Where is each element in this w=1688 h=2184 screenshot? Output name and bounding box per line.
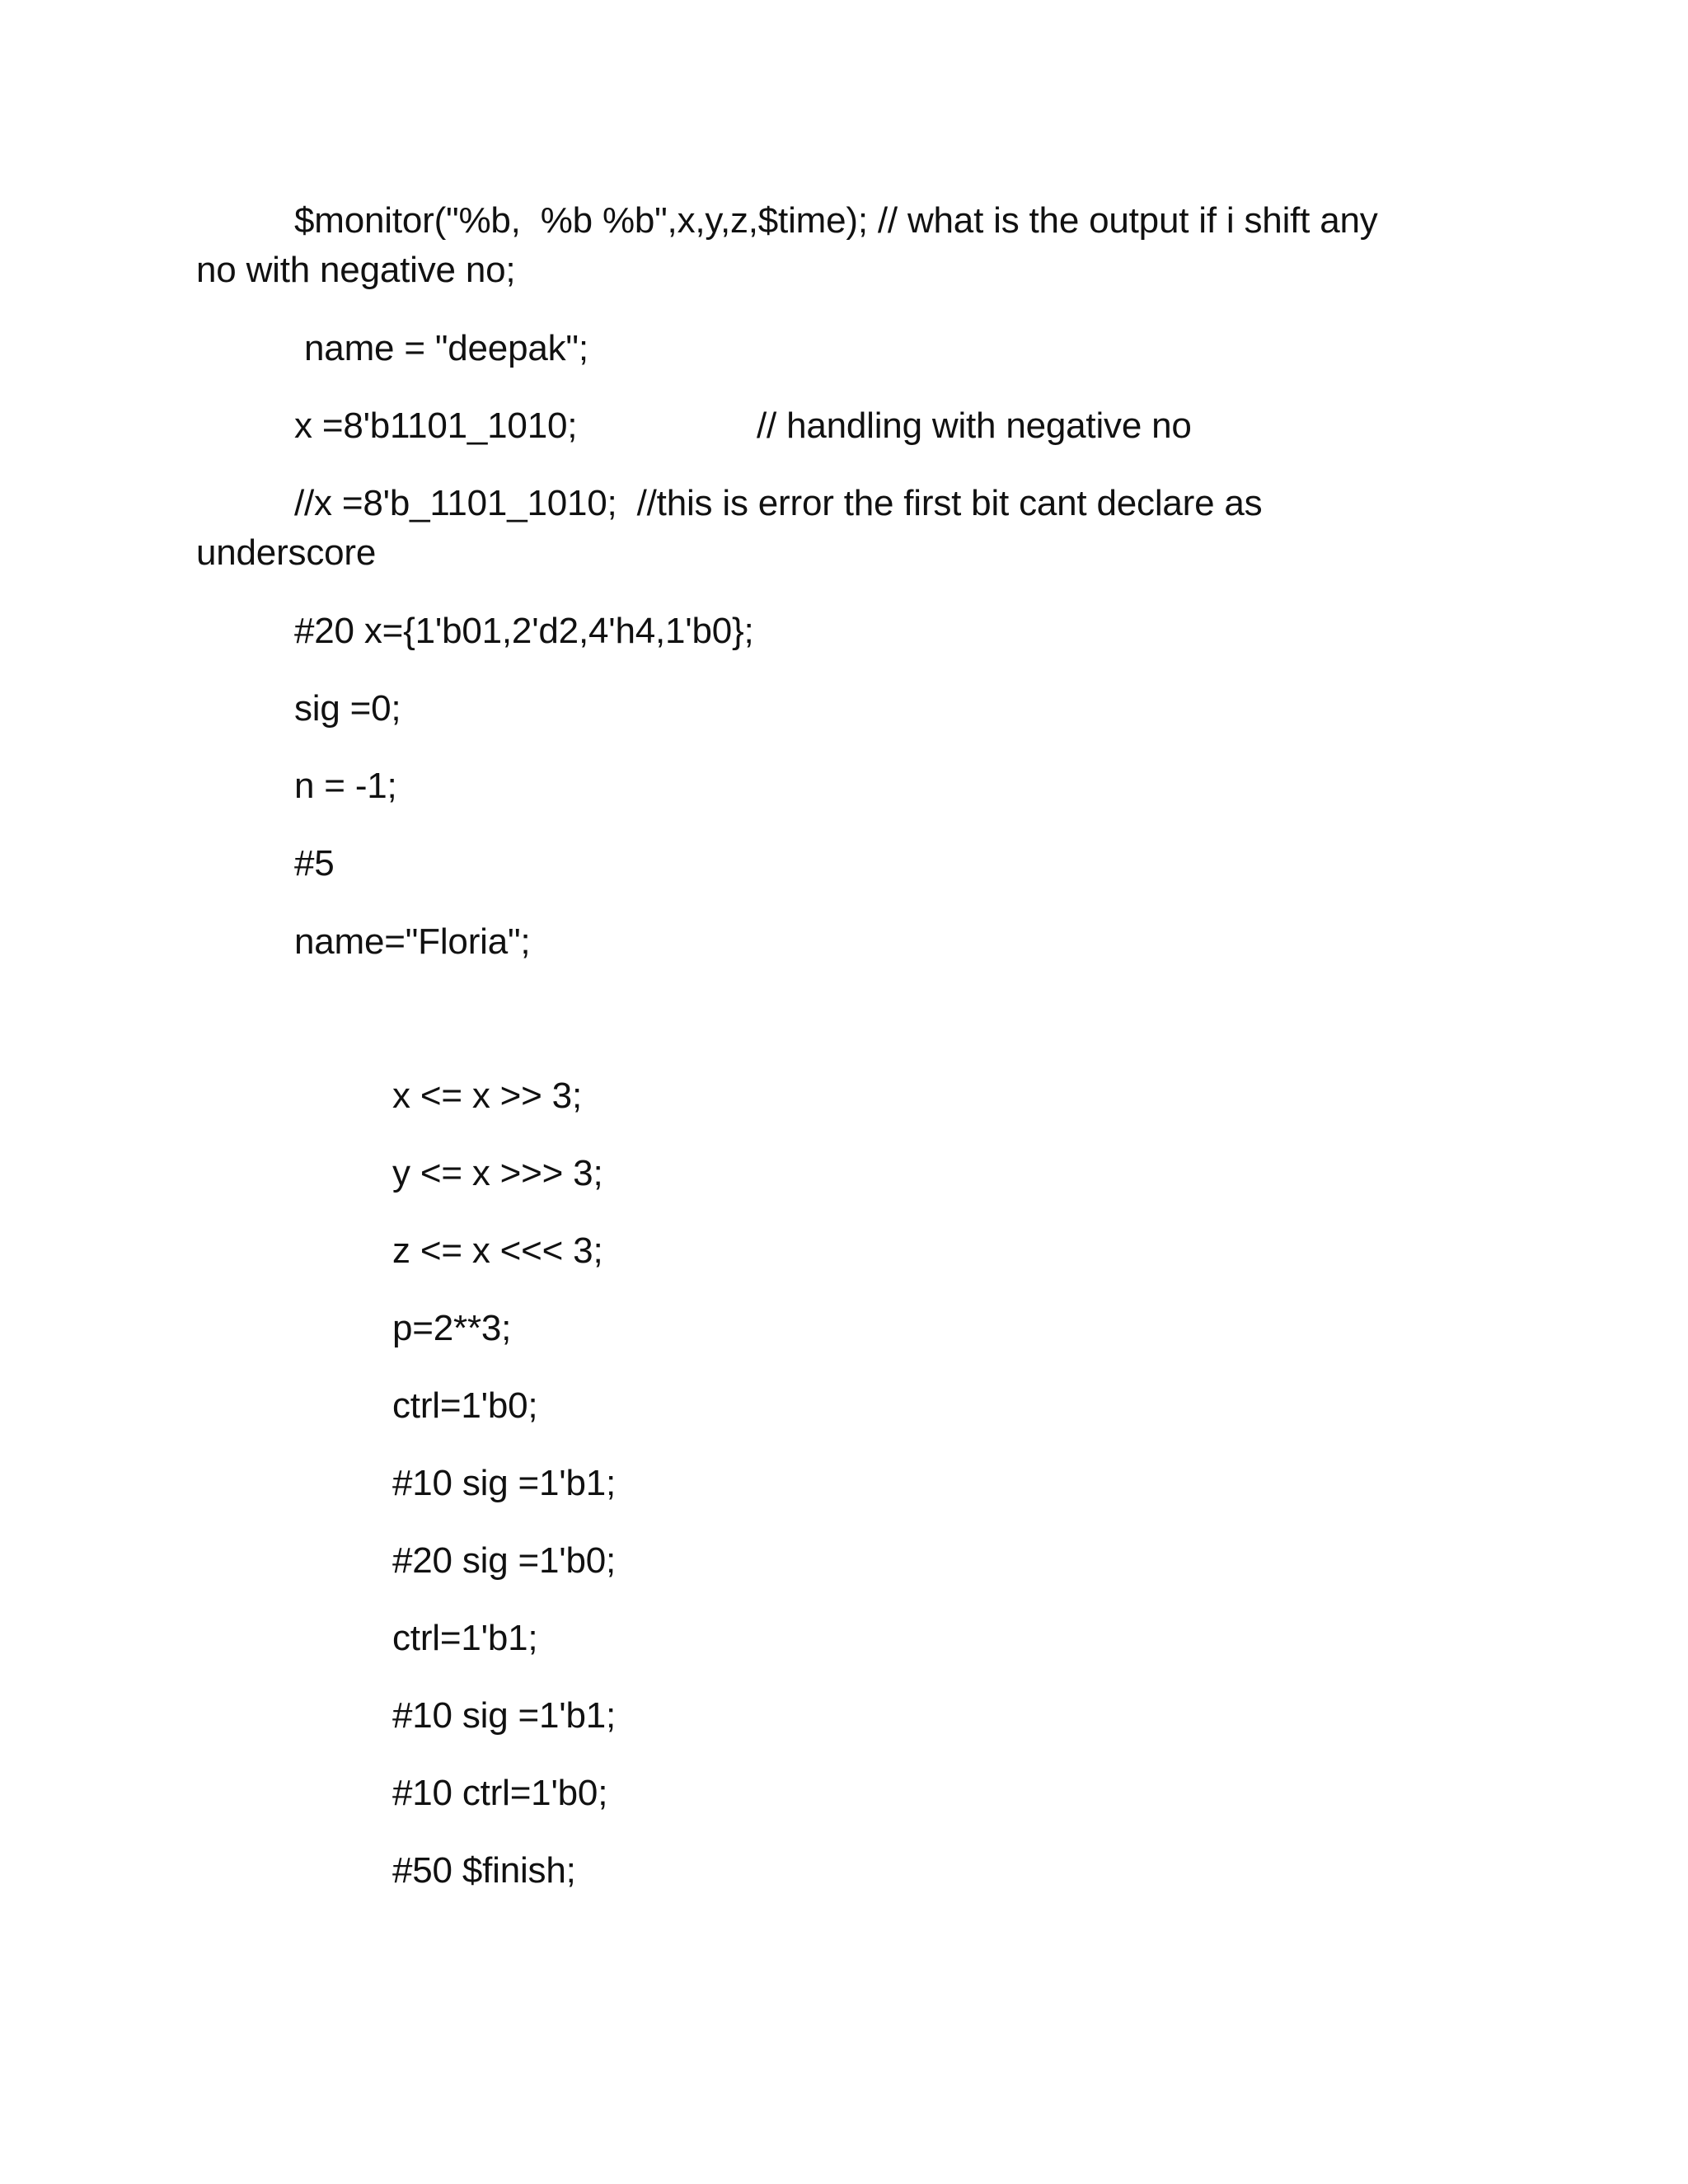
code-block-line: ctrl=1'b1; (392, 1618, 538, 1658)
code-line-name-floria: name="Floria"; (294, 921, 531, 962)
code-line-name-deepak: name = "deepak"; (294, 328, 588, 368)
code-line-sig: sig =0; (294, 688, 401, 729)
code-line-underscore-continuation: underscore (196, 532, 377, 573)
code-line-underscore-error: //x =8'b_1101_1010; //this is error the first bit cant declare as (294, 483, 1263, 523)
code-block-line: ctrl=1'b0; (392, 1385, 538, 1426)
code-block-line: z <= x <<< 3; (392, 1230, 603, 1271)
code-block-line: #50 $finish; (392, 1850, 576, 1891)
code-line-x-assign: x =8'b1101_1010; (294, 405, 578, 446)
code-line-delay-5: #5 (294, 843, 335, 883)
code-line-concat: #20 x={1'b01,2'd2,4'h4,1'b0}; (294, 611, 754, 651)
code-block-line: #10 sig =1'b1; (392, 1695, 617, 1736)
code-block-line: #10 ctrl=1'b0; (392, 1773, 608, 1813)
code-block-line: y <= x >>> 3; (392, 1153, 603, 1193)
code-block-line: #20 sig =1'b0; (392, 1540, 617, 1581)
code-comment-negative: // handling with negative no (757, 405, 1192, 446)
code-line-n: n = -1; (294, 766, 397, 806)
code-block-line: #10 sig =1'b1; (392, 1463, 617, 1503)
code-block-line: x <= x >> 3; (392, 1076, 582, 1116)
code-line-monitor: $monitor("%b, %b %b",x,y,z,$time); // what is the output if i shift any (294, 200, 1378, 241)
code-block-line: p=2**3; (392, 1308, 512, 1348)
code-line-monitor-continuation: no with negative no; (196, 250, 516, 290)
